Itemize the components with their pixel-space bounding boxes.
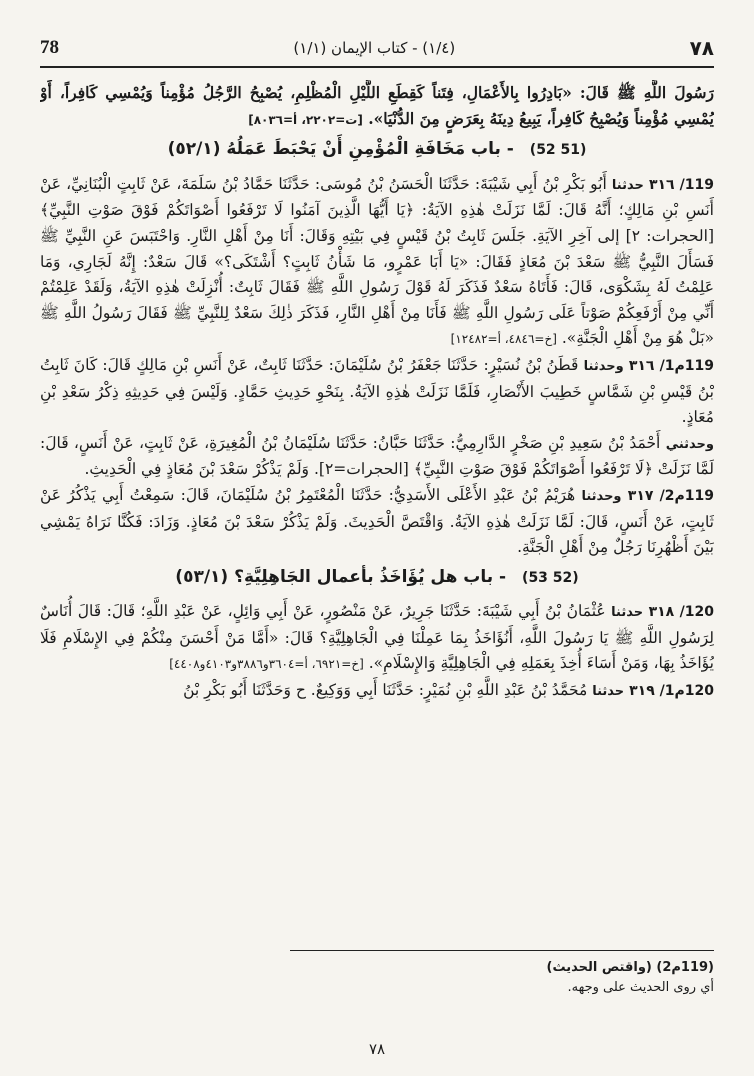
page-footer-number: ٧٨	[368, 1040, 386, 1058]
hadith-120	[40, 599, 714, 678]
hadith-text: مُحَمَّدُ بْنُ عَبْدِ اللَّهِ بْنِ نُمَيْرٍ: حَدَّثَنَا أَبِي وَوَكِيعٌ. ح وَحَدَّثَنَا أَبُو بَكْرِ بْنُ	[183, 681, 588, 700]
cross-reference: [خ=٤٨٤٦، أ=١٢٤٨٢]	[450, 332, 557, 347]
cross-reference: [ت=٢٢٠٢، أ=٨٠٣٦]	[248, 112, 363, 127]
hadith-text: قَطَنُ بْنُ نُسَيْرٍ: حَدَّثَنَا جَعْفَرُ بْنُ سُلَيْمَانَ: حَدَّثَنَا ثَابِتٌ، عَنْ أَنَسِ بْنِ مَالِكٍ قَالَ: كَانَ ثَابِتُ بْنُ قَيْسِ بْنِ شَمَّاسٍ خَطِيبَ الأَنْصَارِ، فَلَمَّا نَزَلَتْ هٰذِهِ الآيَةُ. بِنَحْوِ حَدِيثِ حَمَّادٍ. وَلَيْسَ فِي حَدِيثِهِ ذِكْرُ سَعْدِ بْنِ مُعَاذٍ.	[40, 355, 714, 427]
paragraph-continuation	[40, 80, 714, 133]
hadith-number: 119م2/ ٣١٧	[627, 487, 714, 504]
page-number-latin: 78	[40, 37, 59, 58]
hadith-119m1	[40, 353, 714, 431]
chapter-title: - باب هل يُؤَاخَذُ بأعمال الجَاهِلِيَّةِ؟ (٥٣/١)	[175, 566, 507, 587]
hadith-119m1b	[40, 431, 714, 483]
chapter-number: (51 ‏52)	[529, 142, 587, 159]
footnote-text: أي روى الحديث على وجهه.	[567, 980, 714, 995]
hadith-text: أَحْمَدُ بْنُ سَعِيدِ بْنِ صَخْرٍ الدَّارِمِيُّ: حَدَّثَنَا حَبَّانُ: حَدَّثَنَا سُلَيْمَانُ بْنُ الْمُغِيرَةِ، عَنْ ثَابِتٍ، عَنْ أَنَسٍ، قَالَ: لَمَّا نَزَلَتْ ﴿لَا تَرْفَعُوا أَصْوَاتَكُمْ فَوْقَ صَوْتِ النَّبِيِّ﴾ [الحجرات=٢]. وَلَمْ يَذْكُرْ سَعْدَ بْنَ مُعَاذٍ فِي الْحَدِيثِ.	[40, 433, 714, 479]
page-header	[40, 30, 714, 66]
chapter-title: - باب مَخَافَةِ الْمُؤْمِنِ أَنْ يَحْبَطَ عَمَلُهُ (٥٢/١)	[167, 139, 514, 160]
hadith-lead: حدثنا	[611, 177, 644, 193]
hadith-text: عُثْمَانُ بْنُ أَبِي شَيْبَةَ: حَدَّثَنَا جَرِيرٌ، عَنْ مَنْصُورٍ، عَنْ أَبِي وَائِلٍ، عَنْ عَبْدِ اللَّهِ؛ قَالَ: قَالَ أُنَاسٌ لِرَسُولِ اللَّهِ ﷺ يَا رَسُولَ اللَّهِ، أَنُؤَاخَذُ بِمَا عَمِلْنَا فِي الْجَاهِلِيَّةِ؟ قَالَ: «أَمَّا مَنْ أَحْسَنَ مِنْكُمْ فِي الإِسْلَامِ فَلَا يُؤَاخَذُ بِهَا، وَمَنْ أَسَاءَ أُخِذَ بِعَمَلِهِ فِي الْجَاهِلِيَّةِ وَالإِسْلَامِ».	[40, 602, 714, 673]
hadith-number: 120/ ٣١٨	[648, 604, 714, 621]
hadith-text: هُرَيْمُ بْنُ عَبْدِ الأَعْلَى الأَسَدِيُّ: حَدَّثَنَا الْمُعْتَمِرُ بْنُ سُلَيْمَانَ، قَالَ: سَمِعْتُ أَبِي يَذْكُرُ عَنْ ثَابِتٍ، عَنْ أَنَسٍ، قَالَ: لَمَّا نَزَلَتْ هٰذِهِ الآيَةُ. وَاقْتَصَّ الْحَدِيثَ. وَلَمْ يَذْكُرْ سَعْدَ بْنَ مُعَاذٍ. وَزَادَ: فَكُنَّا نَرَاهُ يَمْشِي بَيْنَ أَظْهُرِنَا رَجُلٌ مِنْ أَهْلِ الْجَنَّةِ.	[40, 485, 714, 557]
chapter-heading-2	[40, 565, 714, 592]
chapter-heading-1	[40, 137, 714, 164]
footnote-rule	[290, 950, 714, 951]
hadith-120m1	[40, 678, 714, 705]
hadith-lead: حدثنا	[592, 684, 625, 700]
page-number-arabic: ٧٨	[689, 36, 714, 60]
hadith-number: 119/ ٣١٦	[648, 176, 714, 193]
footnotes	[40, 958, 714, 998]
hadith-119m2	[40, 483, 714, 561]
hadith-lead: وحدثني	[665, 436, 714, 452]
hadith-lead: حدثنا	[611, 605, 644, 621]
paragraph-text: رَسُولَ اللَّهِ ﷺ قَالَ: «بَادِرُوا بِالأَعْمَالِ، فِتَناً كَقِطَعِ اللَّيْلِ الْمُظْلِمِ، يُصْبِحُ الرَّجُلُ مُؤْمِناً وَيُمْسِي كَافِراً، أَوْ يُمْسِي مُؤْمِناً وَيُصْبِحُ كَافِراً، يَبِيعُ دِينَهُ بِعَرَضٍ مِنَ الدُّنْيَا».	[40, 83, 714, 128]
running-title: (١/٤) - كتاب الإيمان (١/١)	[293, 39, 456, 57]
chapter-number: (52 ‏53)	[522, 569, 579, 586]
hadith-119	[40, 172, 714, 353]
footnote-heading: (119م2) (واقتص الحديث)	[546, 960, 714, 975]
hadith-number: 120م1/ ٣١٩	[629, 683, 714, 700]
hadith-number: 119م1/ ٣١٦	[628, 357, 714, 374]
cross-reference: [خ=٦٩٢١، أ=٣٦٠٤و٣٨٨٦و٤١٠٣و٤٤٠٨]	[169, 657, 364, 672]
hadith-lead: وحدثنا	[581, 488, 622, 504]
hadith-text: أَبُو بَكْرِ بْنُ أَبِي شَيْبَةَ: حَدَّثَنَا الْحَسَنُ بْنُ مُوسَى: حَدَّثَنَا حَمَّادُ بْنُ سَلَمَةَ، عَنْ ثَابِتٍ الْبُنَانِيِّ، عَنْ أَنَسِ بْنِ مَالِكٍ؛ أَنَّهُ قَالَ: لَمَّا نَزَلَتْ هٰذِهِ الآيَةُ: ﴿يَا أَيُّهَا الَّذِينَ آمَنُوا لَا تَرْفَعُوا أَصْوَاتَكُمْ فَوْقَ صَوْتِ النَّبِيِّ﴾ [الحجرات: ٢] إلى آخِرِ الآيَةِ. جَلَسَ ثَابِتُ بْنُ قَيْسٍ فِي بَيْتِهِ وَقَالَ: أَنَا مِنْ أَهْلِ النَّارِ. وَاحْتَبَسَ عَنِ النَّبِيِّ ﷺ فَسَأَلَ النَّبِيُّ ﷺ سَعْدَ بْنَ مُعَاذٍ فَقَالَ: «يَا أَبَا عَمْرٍو، مَا شَأْنُ ثَابِتٍ؟ أَشْتَكَى؟» قَالَ سَعْدٌ: إِنَّهُ لَجَارِي، وَمَا عَلِمْتُ لَهُ بِشَكْوَى، قَالَ: فَأَتَاهُ سَعْدٌ فَذَكَرَ لَهُ قَوْلَ رَسُولِ اللَّهِ ﷺ فَقَالَ ثَابِتٌ: أُنْزِلَتْ هٰذِهِ الآيَةُ، وَلَقَدْ عَلِمْتُمْ أَنِّي مِنْ أَرْفَعِكُمْ صَوْتاً عَلَى رَسُولِ اللَّهِ ﷺ فَأَنَا مِنْ أَهْلِ النَّارِ، فَذَكَرَ ذٰلِكَ سَعْدٌ لِلنَّبِيِّ ﷺ فَقَالَ رَسُولُ اللَّهِ ﷺ «بَلْ هُوَ مِنْ أَهْلِ الْجَنَّةِ».	[40, 174, 714, 348]
main-text	[40, 80, 714, 966]
header-rule	[40, 66, 714, 68]
hadith-lead: وحدثنا	[583, 358, 624, 374]
